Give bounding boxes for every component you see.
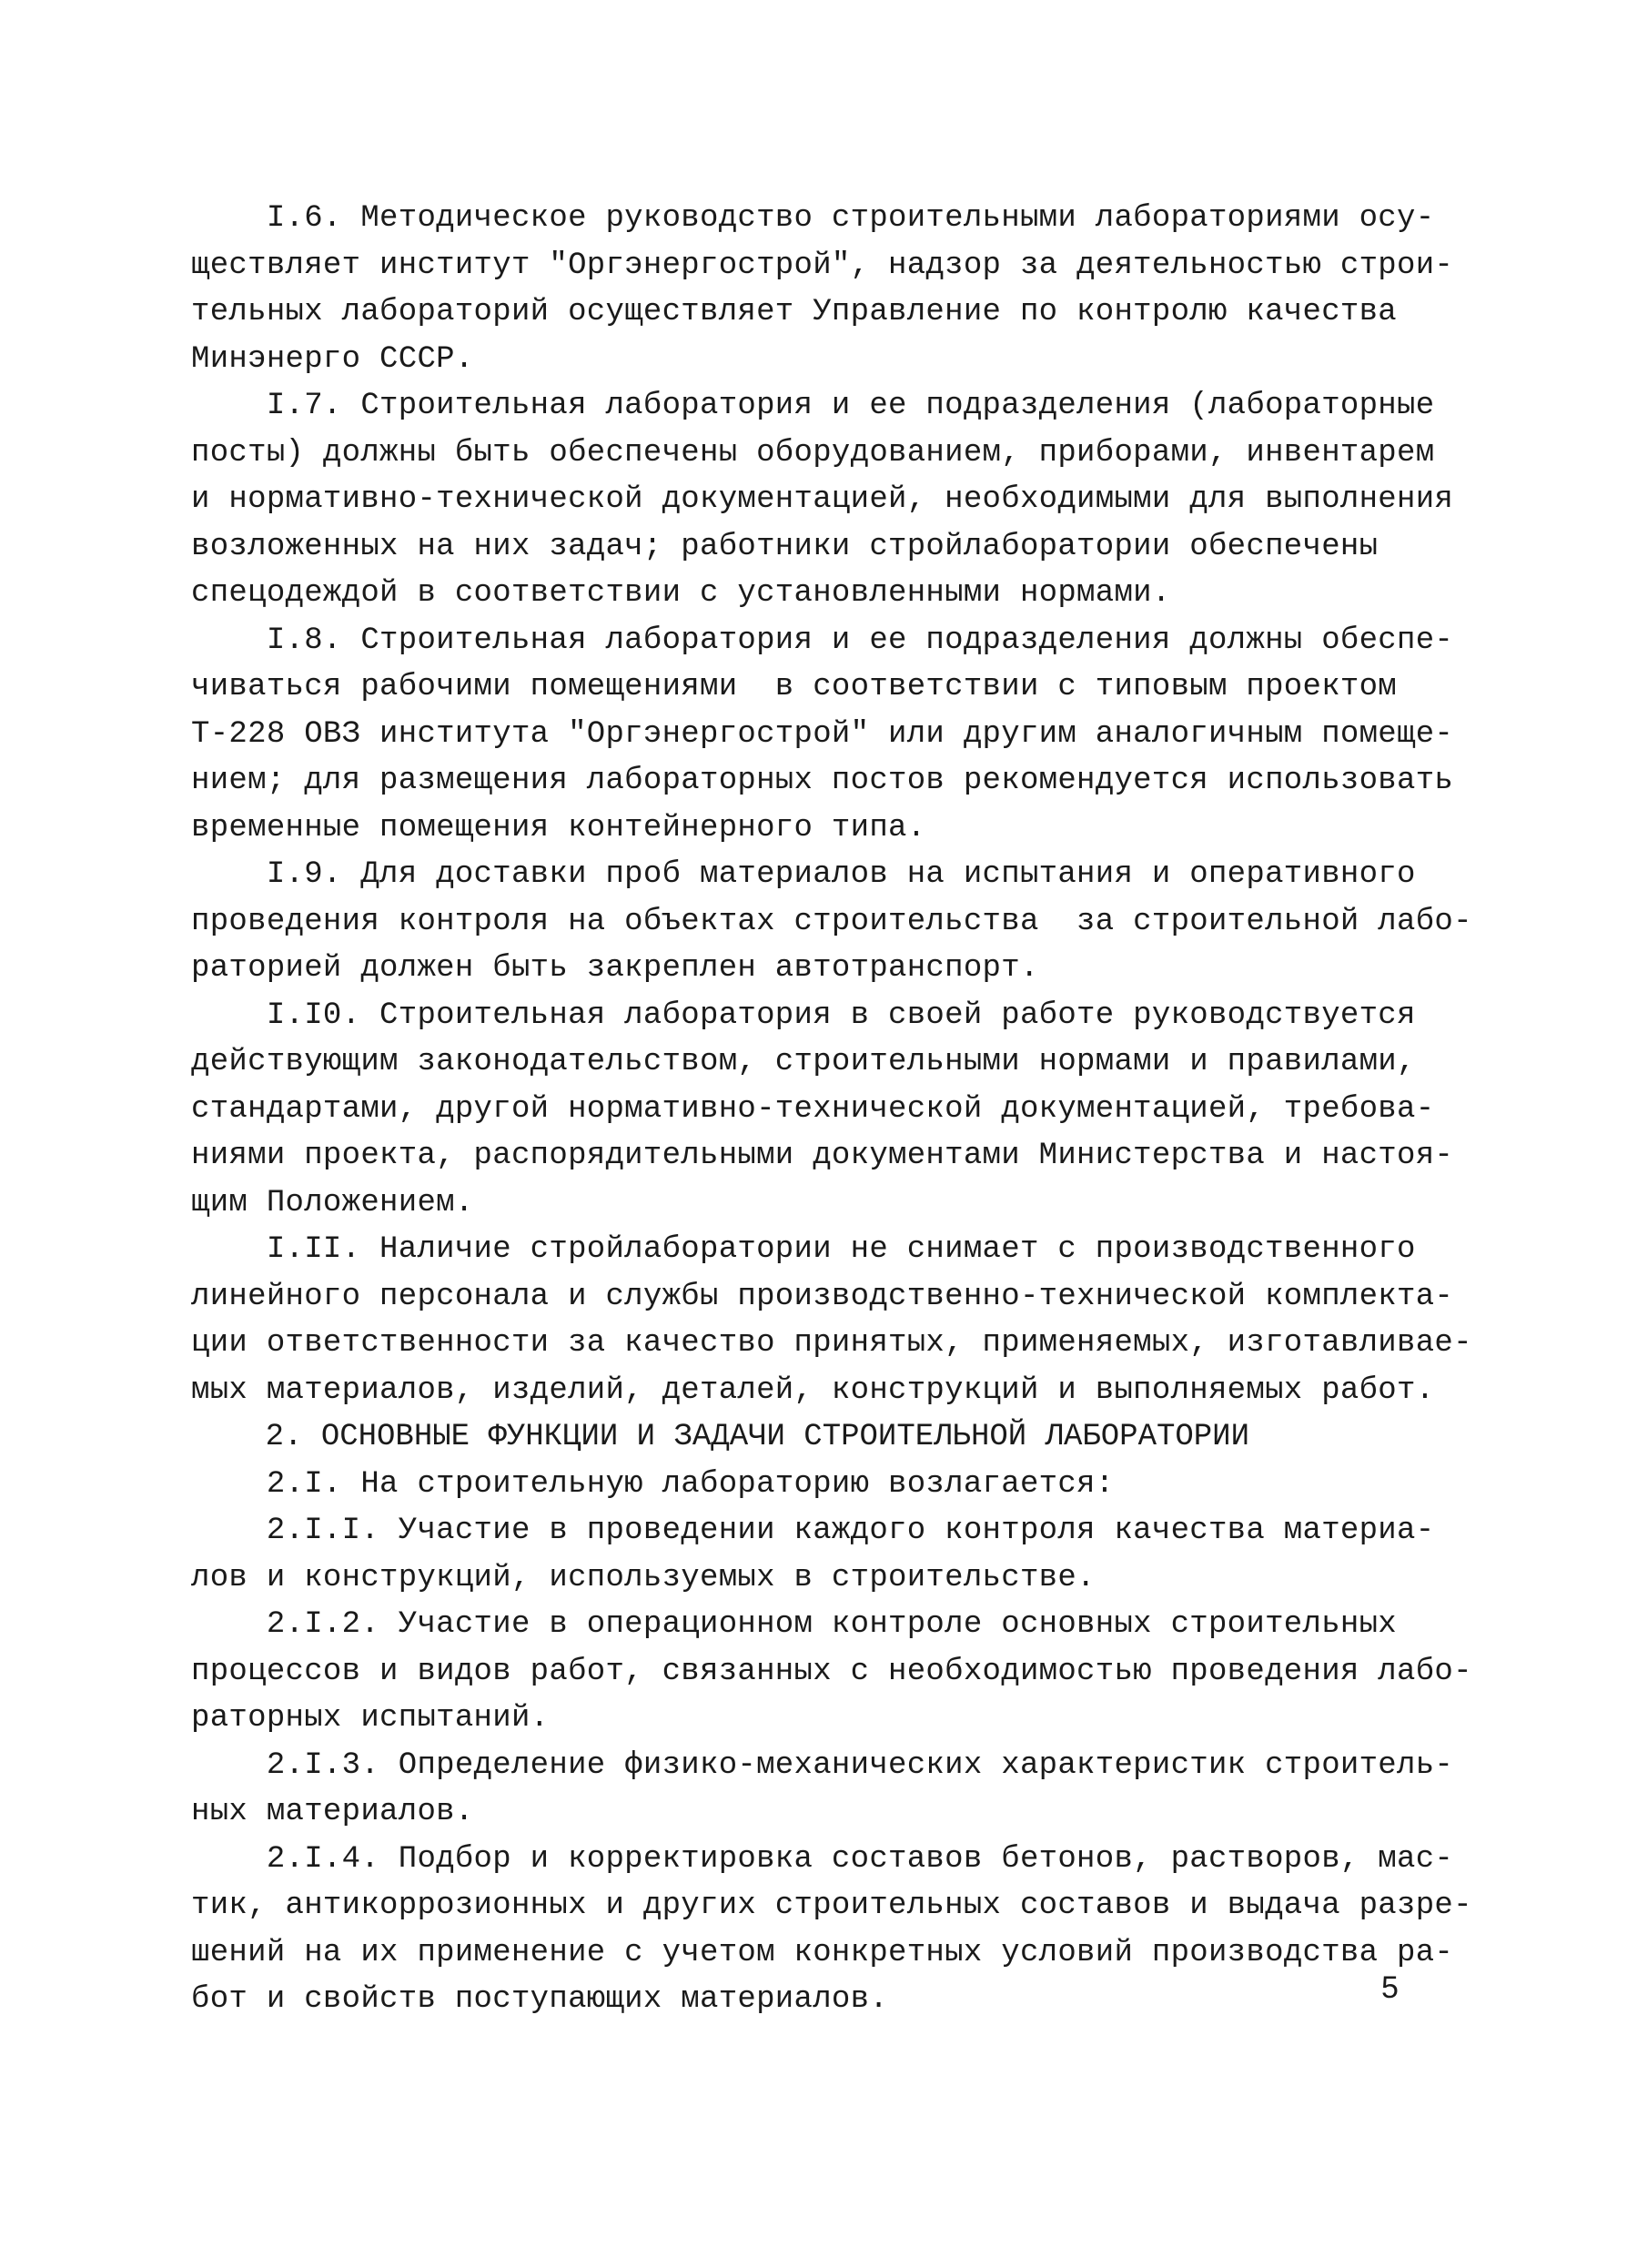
paragraph-p1-10 bbox=[191, 993, 1454, 1228]
paragraph-p2-1 bbox=[191, 1462, 1429, 1509]
section-2-paragraphs bbox=[191, 1462, 1472, 2024]
paragraph-line: I.6. Методическое руководство строительными лабораториями осу- bbox=[191, 201, 1435, 236]
paragraph-line: раторией должен быть закреплен автотранспорт. bbox=[191, 951, 1039, 986]
paragraph-line: чиваться рабочими помещениями в соответствии с типовым проектом bbox=[191, 670, 1398, 704]
section-1-paragraphs bbox=[191, 196, 1472, 1414]
paragraph-line: шений на их применение с учетом конкретных условий производства ра- bbox=[191, 1935, 1454, 1970]
paragraph-line: 2.I.2. Участие в операционном контроле основных строительных bbox=[191, 1607, 1398, 1642]
paragraph-line: I.8. Строительная лаборатория и ее подразделения должны обеспе- bbox=[191, 623, 1454, 658]
paragraph-line: 2.I.I. Участие в проведении каждого контроля качества материа- bbox=[191, 1514, 1435, 1548]
paragraph-line: мых материалов, изделий, деталей, конструкций и выполняемых работ. bbox=[191, 1372, 1435, 1408]
paragraph-line: I.II. Наличие стройлаборатории не снимает с производственного bbox=[191, 1232, 1416, 1267]
paragraph-line: тельных лабораторий осуществляет Управление по контролю качества bbox=[191, 295, 1398, 329]
paragraph-line: и нормативно-технической документацией, необходимыми для выполнения bbox=[191, 482, 1454, 517]
paragraph-line: спецодеждой в соответствии с установленными нормами. bbox=[191, 576, 1171, 611]
paragraph-line: бот и свойств поступающих материалов. bbox=[191, 1982, 889, 2017]
paragraph-p2-1-4 bbox=[191, 1837, 1472, 2024]
paragraph-line: тик, антикоррозионных и других строительных составов и выдача разре- bbox=[191, 1888, 1472, 1923]
paragraph-line: нием; для размещения лабораторных постов рекомендуется использовать bbox=[191, 764, 1454, 798]
section-2-heading: 2. ОСНОВНЫЕ ФУНКЦИИ И ЗАДАЧИ СТРОИТЕЛЬНОЙ ЛАБОРАТОРИИ bbox=[191, 1420, 1249, 1454]
paragraph-line: процессов и видов работ, связанных с необходимостью проведения лабо- bbox=[191, 1654, 1472, 1689]
paragraph-line: 2.I.3. Определение физико-механических характеристик строитель- bbox=[191, 1747, 1454, 1783]
paragraph-line: Минэнерго СССР. bbox=[191, 341, 474, 377]
paragraph-line: стандартами, другой нормативно-технической документацией, требова- bbox=[191, 1091, 1435, 1127]
paragraph-p1-6 bbox=[191, 196, 1454, 383]
paragraph-line: ниями проекта, распорядительными документами Министерства и настоя- bbox=[191, 1139, 1454, 1173]
paragraph-line: возложенных на них задач; работники стройлаборатории обеспечены bbox=[191, 529, 1379, 564]
paragraph-line: линейного персонала и службы производственно-технической комплекта- bbox=[191, 1279, 1454, 1314]
paragraph-line: ных материалов. bbox=[191, 1795, 474, 1829]
paragraph-line: посты) должны быть обеспечены оборудованием, приборами, инвентарем bbox=[191, 435, 1435, 471]
page-number: 5 bbox=[1381, 1970, 1399, 2005]
paragraph-p2-1-2 bbox=[191, 1602, 1472, 1743]
paragraph-line: раторных испытаний. bbox=[191, 1701, 550, 1736]
paragraph-p1-7 bbox=[191, 383, 1454, 618]
paragraph-p1-8 bbox=[191, 618, 1454, 853]
paragraph-line: I.I0. Строительная лаборатория в своей работе руководствуется bbox=[191, 997, 1416, 1033]
paragraph-line: проведения контроля на объектах строительства за строительной лабо- bbox=[191, 904, 1472, 939]
paragraph-line: 2.I.4. Подбор и корректировка составов бетонов, растворов, мас- bbox=[191, 1841, 1454, 1877]
paragraph-line: Т-228 ОВЗ института "Оргэнергострой" или другим аналогичным помеще- bbox=[191, 716, 1454, 752]
paragraph-line: щим Положением. bbox=[191, 1185, 474, 1220]
paragraph-p2-1-3 bbox=[191, 1743, 1454, 1837]
paragraph-line: действующим законодательством, строительными нормами и правилами, bbox=[191, 1045, 1416, 1079]
paragraph-line: ции ответственности за качество принятых, применяемых, изготавливае- bbox=[191, 1326, 1472, 1361]
paragraph-line: лов и конструкций, используемых в строительстве. bbox=[191, 1560, 1096, 1595]
paragraph-p1-9 bbox=[191, 852, 1472, 993]
paragraph-line: I.7. Строительная лаборатория и ее подразделения (лабораторные bbox=[191, 389, 1435, 423]
document-body bbox=[191, 196, 1472, 2024]
paragraph-line: 2.I. На строительную лабораторию возлагается: bbox=[191, 1466, 1115, 1502]
paragraph-p2-1-1 bbox=[191, 1508, 1435, 1602]
paragraph-line: ществляет институт "Оргэнергострой", надзор за деятельностью строи- bbox=[191, 248, 1454, 283]
paragraph-line: I.9. Для доставки проб материалов на испытания и оперативного bbox=[191, 857, 1416, 892]
paragraph-line: временные помещения контейнерного типа. bbox=[191, 810, 926, 845]
paragraph-p1-11 bbox=[191, 1227, 1472, 1414]
